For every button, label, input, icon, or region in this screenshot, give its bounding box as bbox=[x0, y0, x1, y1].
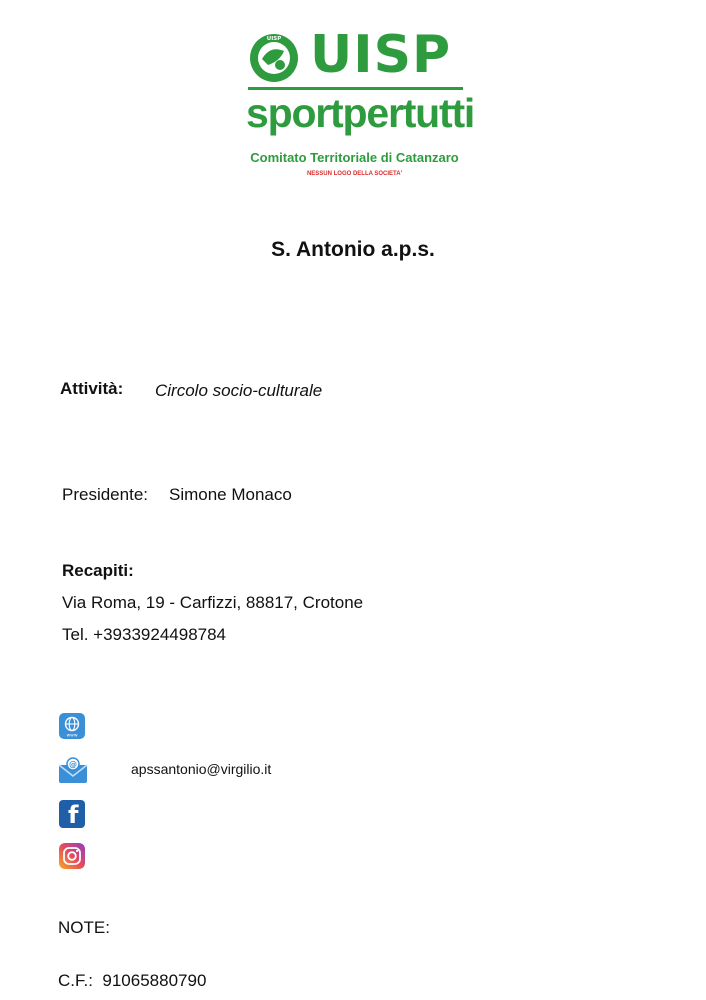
president-label: Presidente: bbox=[62, 485, 148, 504]
web-icon-text: www bbox=[66, 733, 78, 739]
phone: Tel. +3933924498784 bbox=[62, 625, 227, 644]
logo-note: NESSUN LOGO DELLA SOCIETA' bbox=[306, 171, 403, 177]
uisp-logo bbox=[238, 25, 475, 185]
president-name: Simone Monaco bbox=[169, 485, 292, 504]
committee-name: Comitato Territoriale di Catanzaro bbox=[250, 150, 459, 165]
page-title: S. Antonio a.p.s. bbox=[271, 238, 435, 261]
facebook-icon[interactable] bbox=[59, 800, 85, 828]
svg-text:@: @ bbox=[69, 760, 77, 769]
web-icon[interactable] bbox=[59, 713, 85, 739]
activity-label: Attività: bbox=[60, 379, 124, 398]
email-icon[interactable] bbox=[58, 756, 88, 784]
brand-tagline: sportpertutti bbox=[246, 90, 475, 136]
email-address[interactable]: apssantonio@virgilio.it bbox=[131, 761, 272, 777]
instagram-icon[interactable] bbox=[59, 843, 85, 869]
note-label: NOTE: bbox=[58, 918, 110, 937]
address: Via Roma, 19 - Carfizzi, 88817, Crotone bbox=[62, 593, 364, 612]
facebook-glyph: f bbox=[68, 801, 79, 829]
uisp-ball-icon bbox=[244, 29, 308, 85]
brand-name: UISP bbox=[310, 25, 452, 85]
activity-value: Circolo socio-culturale bbox=[155, 381, 323, 400]
tax-code: C.F.: 91065880790 bbox=[58, 971, 207, 990]
ball-text: UISP bbox=[266, 36, 282, 42]
contacts-label: Recapiti: bbox=[62, 561, 134, 580]
